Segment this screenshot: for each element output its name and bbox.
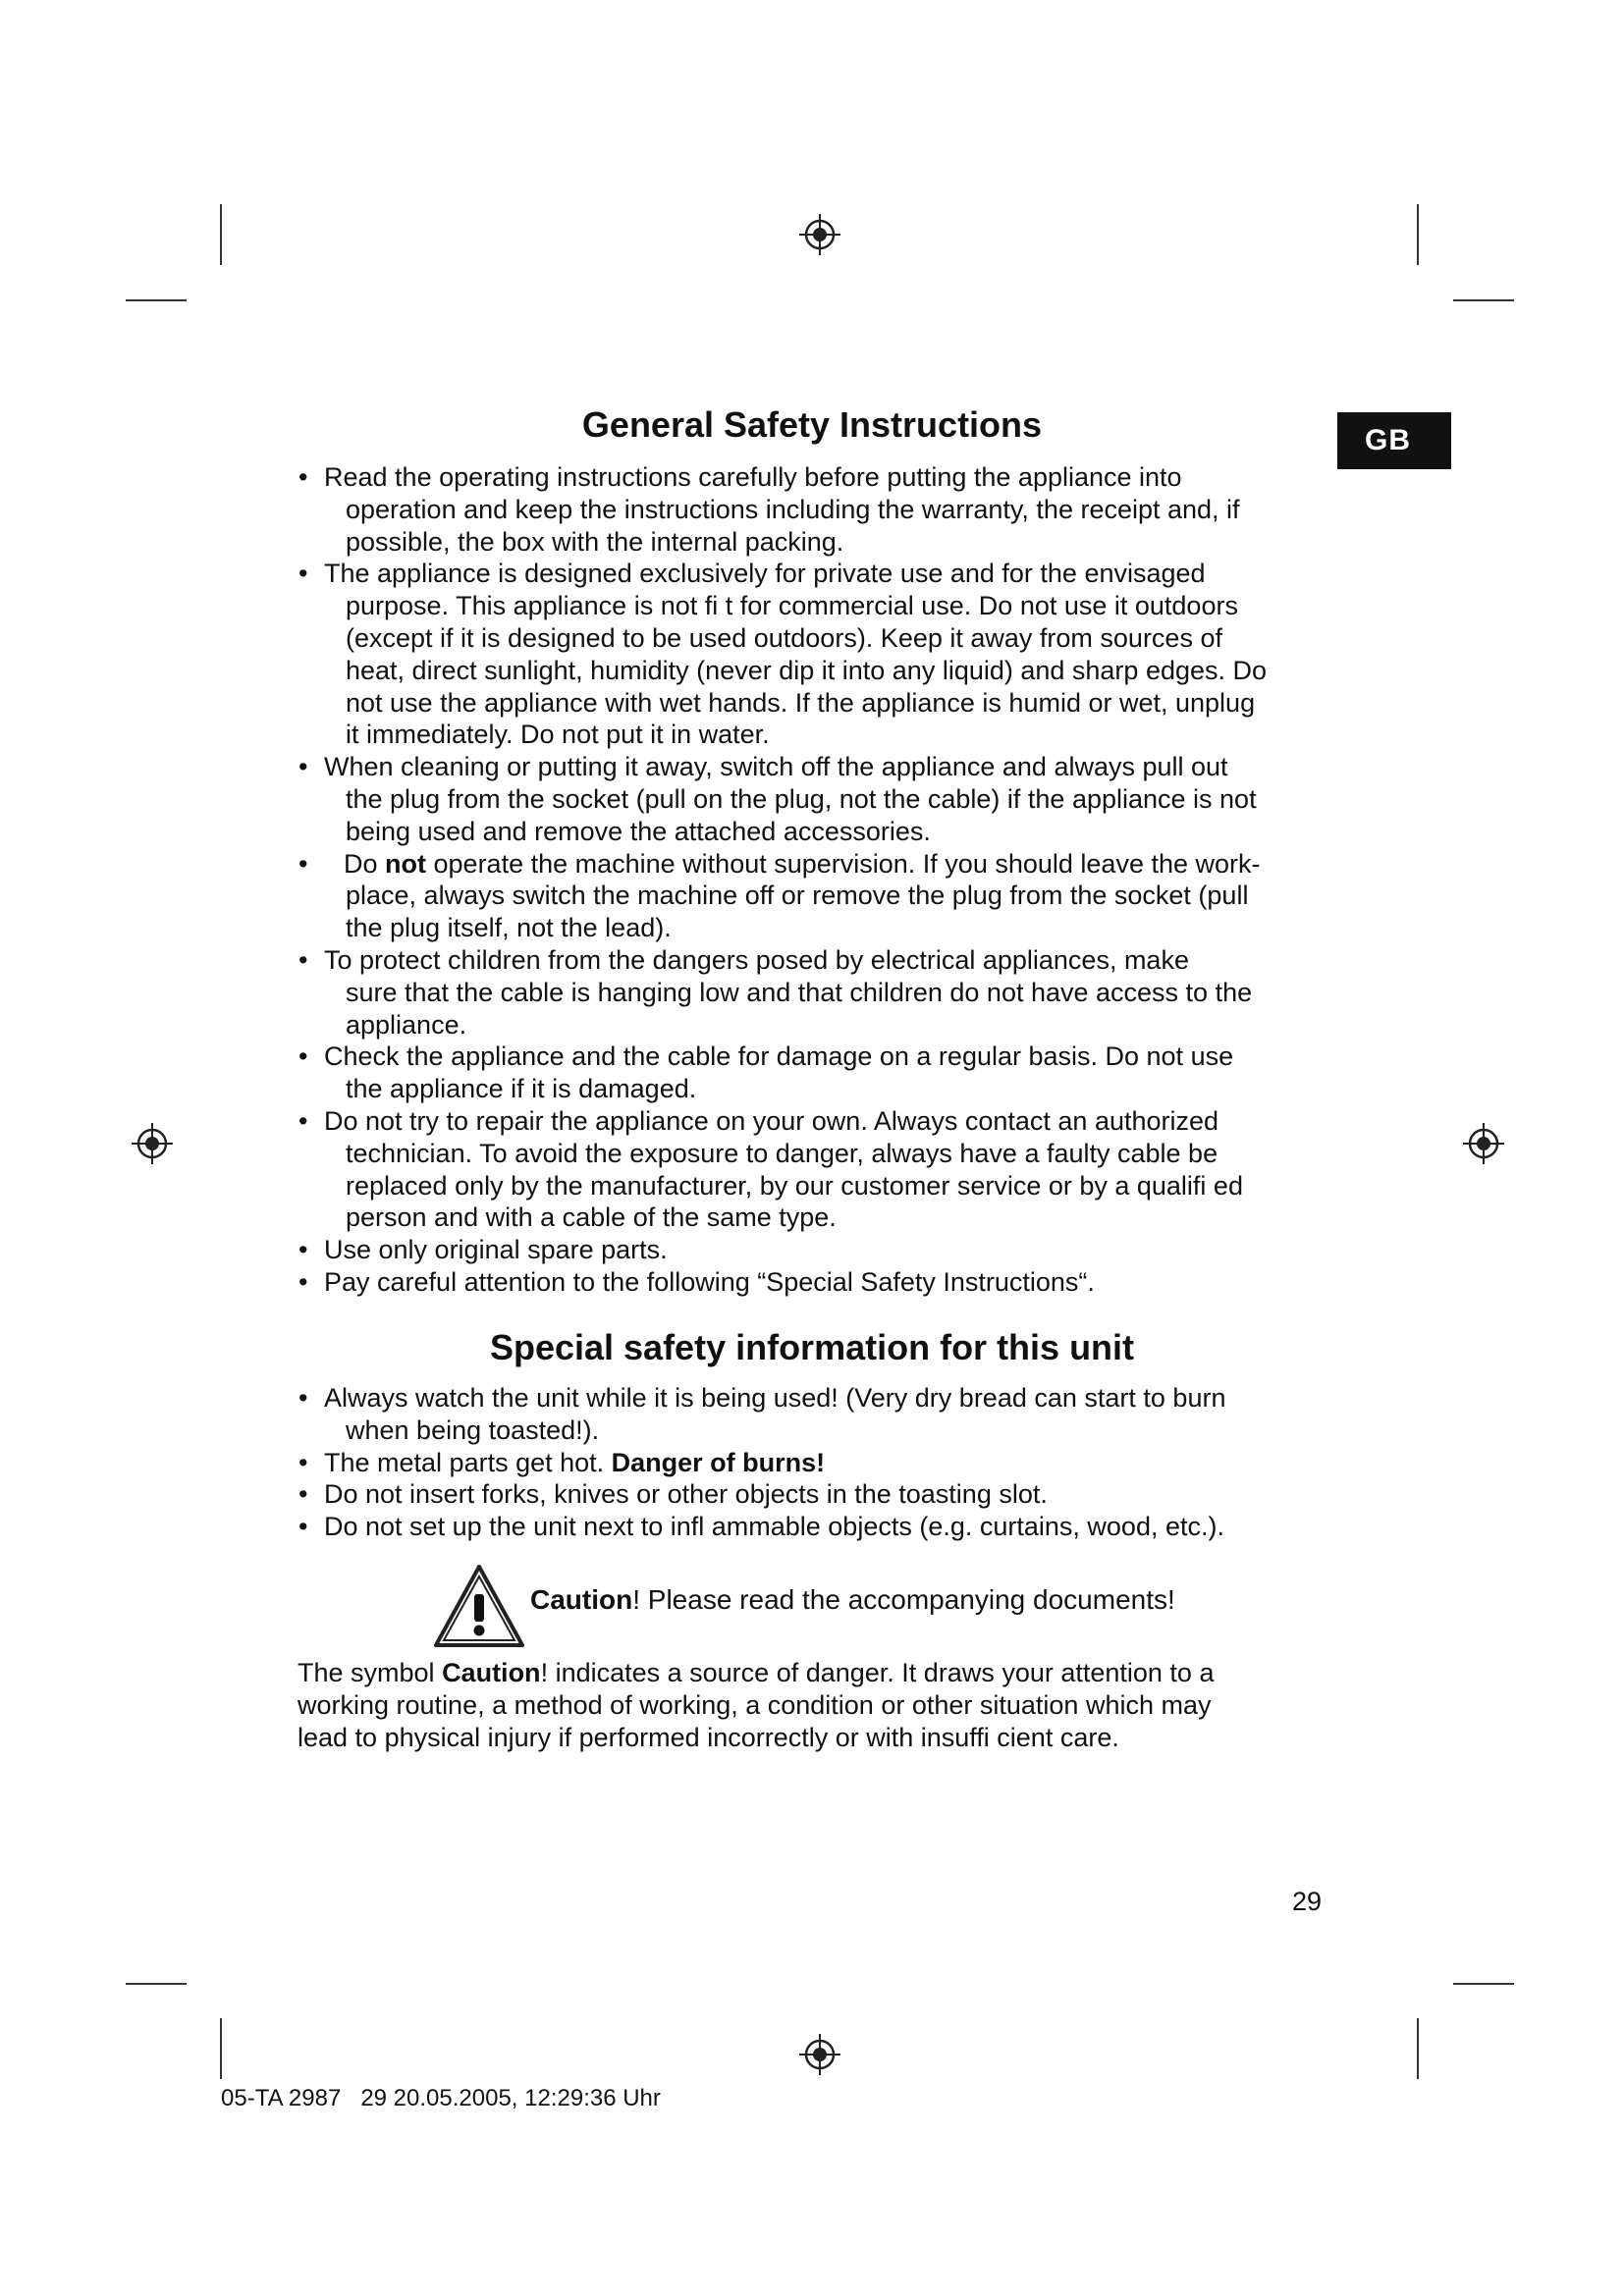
list-item-line: appliance. [346,1009,467,1040]
list-item-line: When cleaning or putting it away, switch off the appliance and always pull out [324,752,1228,782]
list-item: • To protect children from the dangers posed by electrical appliances, make sure that the cable is hanging low and that children do not have access to the appliance. [295,944,1326,1041]
caution-notice [432,1563,1316,1651]
general-safety-heading: General Safety Instructions [581,404,1043,445]
list-item-line: Always watch the unit while it is being used! (Very dry bread can start to burn [324,1383,1226,1413]
list-item-line: operation and keep the instructions including the warranty, the receipt and, if [346,494,1240,524]
registration-mark-left-icon [130,1121,175,1166]
list-item-line: not use the appliance with wet hands. If the appliance is humid or wet, unplug [346,687,1256,718]
list-item: • Read the operating instructions carefully before putting the appliance into operation and keep the instructions including the warranty, the receipt and, if possible, the box with the internal packing. [295,461,1326,558]
list-item-line: Do not try to repair the appliance on your own. Always contact an authorized [324,1105,1219,1136]
crop-mark-bottom-left-vertical [220,2018,222,2079]
caution-explanation: The symbol Caution! indicates a source of danger. It draws your attention to a working routine, a method of working, a condition or other situation which may lead to physical injury if performed incorrectly or with insuffi cient care. [298,1658,1215,1752]
print-footer: 05-TA 2987 29 20.05.2005, 12:29:36 Uhr [221,2085,661,2111]
list-item: • Do not insert forks, knives or other objects in the toasting slot. [295,1478,1326,1511]
registration-mark-bottom-icon [797,2032,842,2077]
list-item: • Pay careful attention to the following “Special Safety Instructions“. [295,1266,1326,1299]
list-item: • Use only original spare parts. [295,1234,1326,1266]
crop-mark-bottom-right-horizontal [1453,1983,1514,1985]
crop-mark-top-left-horizontal [126,299,187,301]
list-item-line: The appliance is designed exclusively for private use and for the envisaged [324,559,1206,589]
list-item-line: Check the appliance and the cable for damage on a regular basis. Do not use [324,1041,1234,1072]
list-item: • Check the appliance and the cable for damage on a regular basis. Do not use the appliance if it is damaged. [295,1041,1326,1105]
list-item: • When cleaning or putting it away, switch off the appliance and always pull out the plug from the socket (pull on the plug, not the cable) if the appliance is not being used and remove the attached accessories. [295,751,1326,847]
language-tab: GB [1337,412,1451,469]
list-item-line: possible, the box with the internal packing. [346,526,844,557]
list-item-line: (except if it is designed to be used outdoors). Keep it away from sources of [346,622,1222,653]
list-item-line: the plug from the socket (pull on the plug, not the cable) if the appliance is not [346,783,1257,814]
list-item-line: the plug itself, not the lead). [346,913,672,943]
list-item: • Do not try to repair the appliance on your own. Always contact an authorized technician. To avoid the exposure to danger, always have a faulty cable be replaced only by the manufacturer, by our customer service or by a qualifi ed person and with a cable of the same type. [295,1105,1326,1234]
special-safety-heading: Special safety information for this unit [489,1327,1135,1367]
list-item: • Always watch the unit while it is being used! (Very dry bread can start to burn when being toasted!). [295,1382,1326,1447]
list-item-line: place, always switch the machine off or remove the plug from the socket (pull [346,881,1249,911]
list-item-line: the appliance if it is damaged. [346,1074,697,1104]
warning-triangle-icon [432,1563,526,1651]
list-item-line: Read the operating instructions carefully before putting the appliance into [324,462,1182,492]
list-item-line: Pay careful attention to the following “Special Safety Instructions“. [324,1266,1095,1297]
caution-text: Caution! Please read the accompanying documents! [530,1584,1175,1615]
list-item-line: it immediately. Do not put it in water. [346,720,770,750]
list-item-line: replaced only by the manufacturer, by our customer service or by a qualifi ed [346,1170,1243,1201]
crop-mark-top-right-vertical [1417,204,1419,265]
list-item-line: when being toasted!). [346,1415,600,1445]
registration-mark-right-icon [1461,1121,1506,1166]
list-item-line: heat, direct sunlight, humidity (never dip it into any liquid) and sharp edges. Do [346,655,1268,685]
list-item: • Do not operate the machine without supervision. If you should leave the work- place, always switch the machine off or remove the plug from the socket (pull the plug itself, not the lead). [295,848,1326,944]
general-safety-list [295,461,1326,1299]
list-item-line: Use only original spare parts. [324,1235,668,1265]
list-item: • Do not set up the unit next to infl ammable objects (e.g. curtains, wood, etc.). [295,1511,1326,1543]
list-item-line: purpose. This appliance is not fi t for commercial use. Do not use it outdoors [346,591,1238,621]
list-item-line: sure that the cable is hanging low and that children do not have access to the [346,977,1253,1007]
list-item-line: being used and remove the attached accessories. [346,816,931,846]
registration-mark-top-icon [797,212,842,257]
list-item-line: person and with a cable of the same type. [346,1202,837,1233]
list-item-line: The metal parts get hot. Danger of burns! [324,1447,826,1477]
crop-mark-bottom-left-horizontal [126,1983,187,1985]
crop-mark-top-left-vertical [220,204,222,265]
crop-mark-top-right-horizontal [1453,299,1514,301]
list-item-line: Do not operate the machine without supervision. If you should leave the work- [344,848,1261,879]
list-item: • The metal parts get hot. Danger of burns! [295,1447,1326,1479]
crop-mark-bottom-right-vertical [1417,2018,1419,2079]
special-safety-list [295,1382,1326,1543]
page-number: 29 [1292,1887,1323,1916]
list-item-line: To protect children from the dangers posed by electrical appliances, make [324,944,1189,975]
list-item-line: Do not insert forks, knives or other objects in the toasting slot. [324,1479,1048,1510]
list-item-line: technician. To avoid the exposure to danger, always have a faulty cable be [346,1138,1218,1168]
list-item-line: Do not set up the unit next to infl ammable objects (e.g. curtains, wood, etc.). [324,1512,1224,1542]
list-item: • The appliance is designed exclusively for private use and for the envisaged purpose. This appliance is not fi t for commercial use. Do not use it outdoors (except if it is designed to be used outdoors). Keep it away from sources of heat, direct sunlight, humidity (never dip it into any liquid) and sharp edges. Do not use the appliance with wet hands. If the appliance is humid or wet, unplug it immediately. Do not put it in water. [295,558,1326,751]
